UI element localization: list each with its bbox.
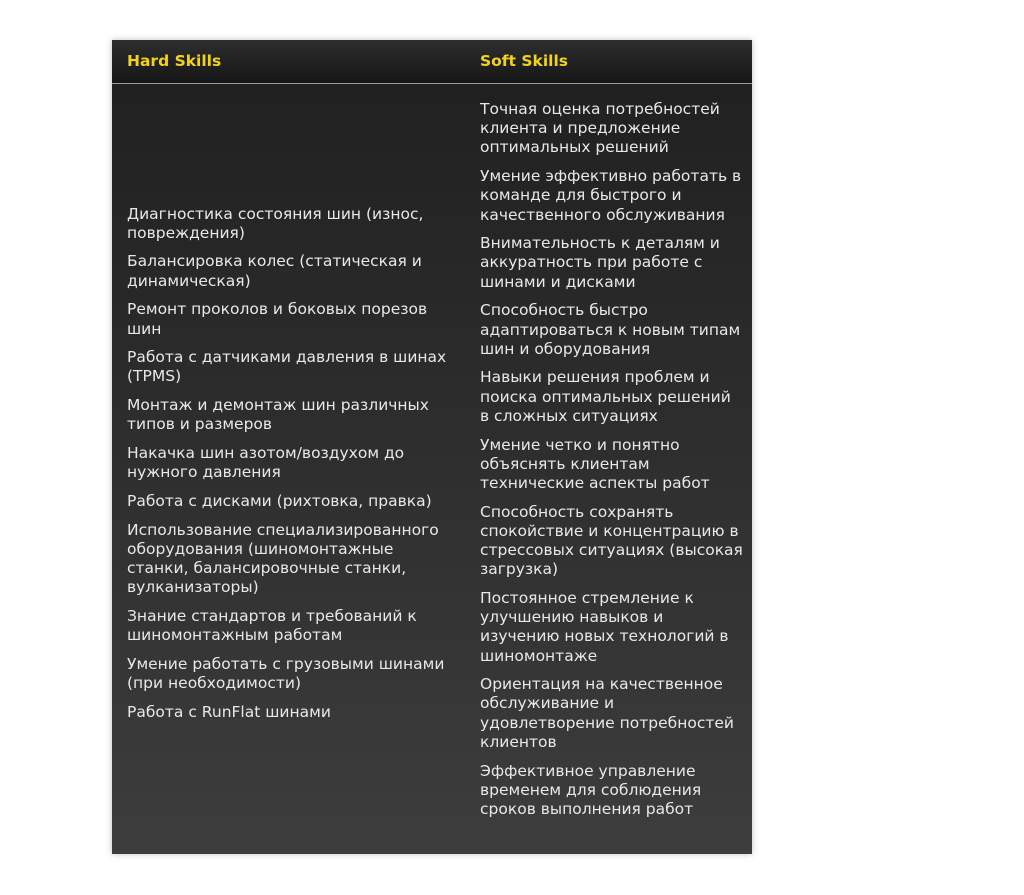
header-soft-skills: Soft Skills xyxy=(480,52,568,70)
hard-skill-item: Работа с RunFlat шинами xyxy=(127,702,331,721)
soft-skill-item: Постоянное стремление к улучшению навыков и изучению новых технологий в шиномонтаже xyxy=(480,588,729,665)
soft-skill-item: Умение четко и понятно объяснять клиентам технические аспекты работ xyxy=(480,435,710,492)
hard-skill-item: Работа с дисками (рихтовка, правка) xyxy=(127,491,432,510)
soft-skill-item: Эффективное управление временем для соблюдения сроков выполнения работ xyxy=(480,761,702,818)
soft-skill-item: Навыки решения проблем и поиска оптимальных решений в сложных ситуациях xyxy=(480,368,731,425)
skills-table xyxy=(112,40,752,854)
hard-skill-item: Знание стандартов и требований к шиномонтажным работам xyxy=(127,606,417,645)
soft-skills-column xyxy=(480,100,744,829)
hard-skills-column xyxy=(127,94,457,842)
hard-skill-item: Монтаж и демонтаж шин различных типов и размеров xyxy=(127,396,429,434)
hard-skill-item: Накачка шин азотом/воздухом до нужного давления xyxy=(127,444,405,482)
soft-skill-item: Ориентация на качественное обслуживание и удовлетворение потребностей клиентов xyxy=(480,675,735,751)
table-header xyxy=(112,40,752,84)
soft-skill-item: Способность сохранять спокойствие и концентрацию в стрессовых ситуациях (высокая загрузка) xyxy=(480,502,743,579)
soft-skill-item: Внимательность к деталям и аккуратность при работе с шинами и дисками xyxy=(480,234,720,291)
soft-skill-item: Точная оценка потребностей клиента и предложение оптимальных решений xyxy=(480,100,720,157)
header-hard-skills: Hard Skills xyxy=(127,52,222,70)
hard-skill-item: Использование специализированного оборудования (шиномонтажные станки, балансировочные станки, вулканизаторы) xyxy=(127,520,439,597)
hard-skill-item: Умение работать с грузовыми шинами (при необходимости) xyxy=(127,654,445,693)
hard-skill-item: Диагностика состояния шин (износ, повреждения) xyxy=(127,204,424,242)
soft-skill-item: Умение эффективно работать в команде для быстрого и качественного обслуживания xyxy=(480,167,742,224)
hard-skill-item: Балансировка колес (статическая и динамическая) xyxy=(127,252,422,290)
hard-skill-item: Ремонт проколов и боковых порезов шин xyxy=(127,300,428,338)
soft-skill-item: Способность быстро адаптироваться к новым типам шин и оборудования xyxy=(480,301,741,358)
hard-skill-item: Работа с датчиками давления в шинах (TPMS) xyxy=(127,348,447,386)
